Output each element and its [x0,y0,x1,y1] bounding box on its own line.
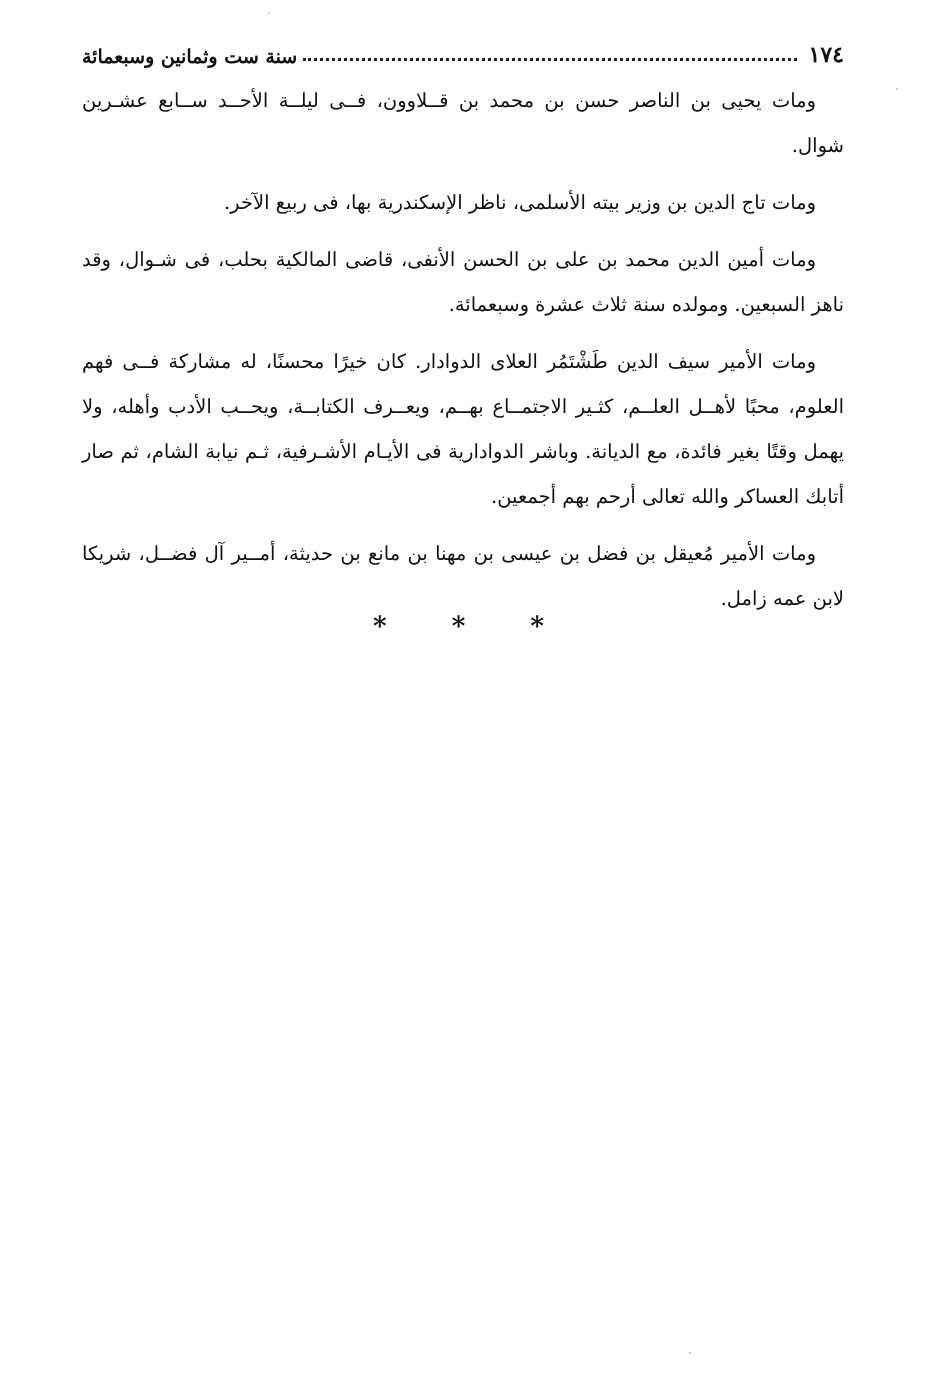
paragraph-4: ومات الأمير سيف الدين طَشْتَمُر العلاى الدوادار. كان خيرًا محسنًا، له مشاركة فــى فهم العلوم، محبًا لأهــل العلــم، كثـير الاجتمــاع بهــم، ويعــرف الكتابــة، ويحــب الأدب وأهله، ولا يهمل وقتًا بغير فائدة، مع الديانة. وباشر الدوادارية فى الأيـام الأشـرفية، ثـم نيابة الشام، ثم صار أتابك العساكر والله تعالى أرحم بهم أجمعين. [82,350,844,508]
running-title: سنة ست وثمانين وسبعمائة [82,46,298,68]
paragraph-1: ومات يحيى بن الناصر حسن بن محمد بن قــلاوون، فــى ليلــة الأحــد ســابع عشـرين شوال. [82,89,844,157]
dotted-leader [303,58,796,61]
paragraph-3: ومات أمين الدين محمد بن على بن الحسن الأنفى، قاضى المالكية بحلب، فى شـوال، وقد ناهز السبعين. ومولده سنة ثلاث عشرة وسبعمائة. [82,248,844,316]
paragraph-5: ومات الأمير مُعيقل بن فضل بن عيسى بن مهنا بن مانع بن حديثة، أمــير آل فضــل، شريكا لابن عمه زامل. [82,542,844,610]
page-header [82,38,844,68]
scan-speck [689,1352,691,1354]
scan-speck [896,88,898,90]
section-separator: * * * [373,612,572,642]
page-number: ١٧٤ [808,42,844,68]
scan-speck [268,12,270,14]
paragraph-2: ومات تاج الدين بن وزير بيته الأسلمى، ناظر الإسكندرية بها، فى ربيع الآخر. [223,191,816,214]
body-text [82,78,844,633]
